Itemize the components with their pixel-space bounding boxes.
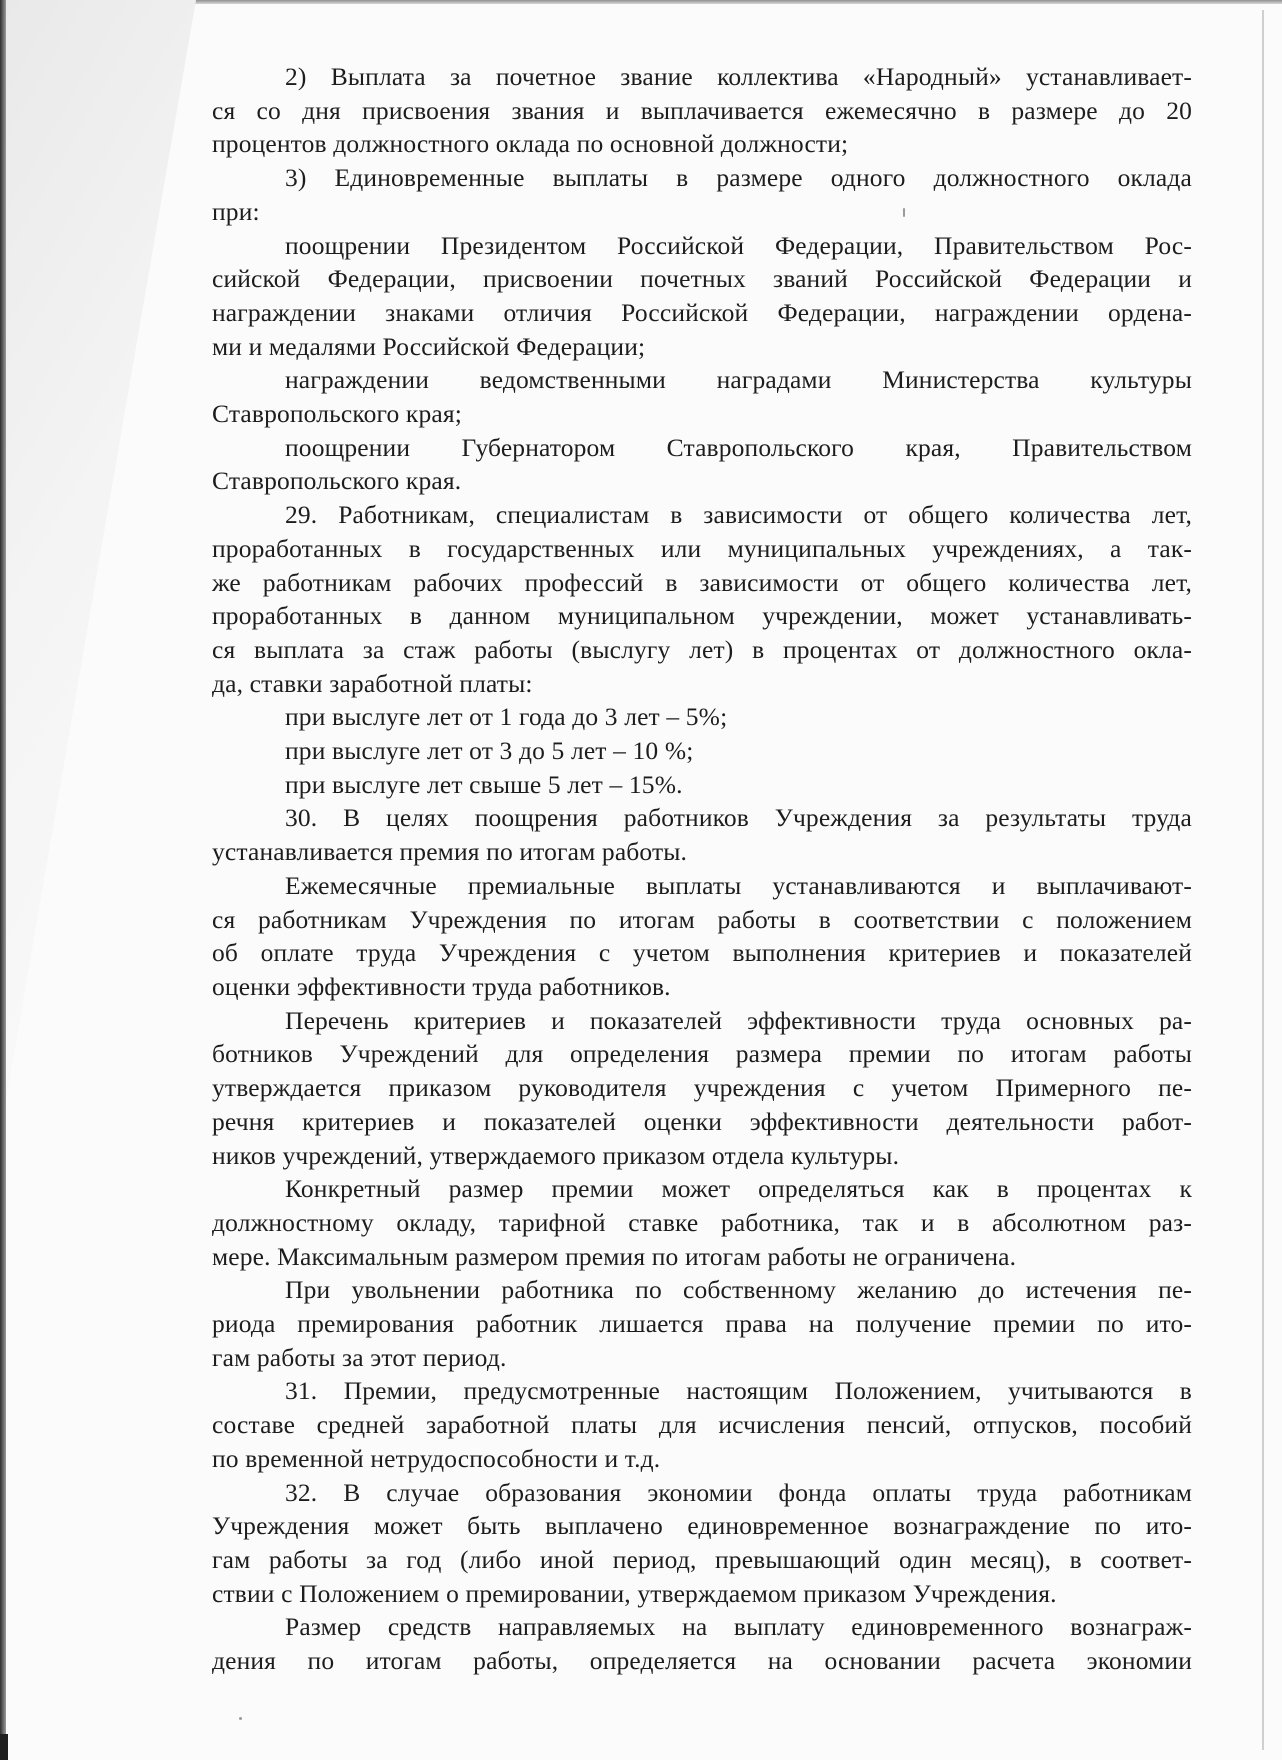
scan-right-edge (1262, 10, 1264, 1750)
page-fold-shadow (6, 0, 196, 1100)
document-line: должностному окладу, тарифной ставке работника, так и в абсолютном раз- (212, 1207, 1192, 1237)
document-line: же работникам рабочих профессий в зависимости от общего количества лет, (212, 567, 1192, 597)
document-line: устанавливается премия по итогам работы. (212, 837, 688, 867)
document-line: риода премирования работник лишается права на получение премии по ито- (212, 1309, 1192, 1339)
document-line: 32. В случае образования экономии фонда оплаты труда работникам (285, 1477, 1192, 1507)
document-line: ботников Учреждений для определения размера премии по итогам работы (212, 1039, 1192, 1069)
document-line: при выслуге лет свыше 5 лет – 15%. (285, 769, 683, 799)
document-line: Перечень критериев и показателей эффективности труда основных ра- (285, 1005, 1192, 1035)
document-line: ников учреждений, утверждаемого приказом отдела культуры. (212, 1140, 900, 1170)
document-line: 29. Работникам, специалистам в зависимости от общего количества лет, (285, 500, 1192, 530)
document-line: при выслуге лет от 3 до 5 лет – 10 %; (285, 736, 694, 766)
document-line: При увольнении работника по собственному желанию до истечения пе- (285, 1275, 1192, 1305)
document-line: проработанных в государственных или муниципальных учреждениях, а так- (212, 533, 1192, 563)
scan-top-edge (160, 0, 1282, 4)
document-line: при выслуге лет от 1 года до 3 лет – 5%; (285, 702, 728, 732)
document-line: ми и медалями Российской Федерации; (212, 331, 646, 361)
document-line: Конкретный размер премии может определяться как в процентах к (285, 1174, 1192, 1204)
document-line: Ежемесячные премиальные выплаты устанавливаются и выплачивают- (285, 870, 1192, 900)
document-line: 3) Единовременные выплаты в размере одного должностного оклада (285, 163, 1192, 193)
document-line: дения по итогам работы, определяется на основании расчета экономии (212, 1646, 1192, 1676)
document-line: гам работы за год (либо иной период, превышающий один месяц), в соответ- (212, 1544, 1192, 1574)
document-line: ся работникам Учреждения по итогам работы в соответствии с положением (212, 904, 1192, 934)
document-line: 31. Премии, предусмотренные настоящим Положением, учитываются в (285, 1376, 1192, 1406)
scan-corner-mark (0, 1734, 8, 1760)
document-line: об оплате труда Учреждения с учетом выполнения критериев и показателей (212, 938, 1192, 968)
document-line: проработанных в данном муниципальном учреждении, может устанавливать- (212, 601, 1192, 631)
document-line: да, ставки заработной платы: (212, 668, 533, 698)
document-line: утверждается приказом руководителя учреждения с учетом Примерного пе- (212, 1073, 1192, 1103)
document-body-text (212, 60, 1192, 1678)
document-line: составе средней заработной платы для исчисления пенсий, отпусков, пособий (212, 1410, 1192, 1440)
scan-left-edge (0, 0, 6, 1760)
document-line: оценки эффективности труда работников. (212, 971, 671, 1001)
document-line: мере. Максимальным размером премия по итогам работы не ограничена. (212, 1241, 1017, 1271)
document-line: поощрении Губернатором Ставропольского края, Правительством (285, 432, 1192, 462)
document-line: Учреждения может быть выплачено единовременное вознаграждение по ито- (212, 1511, 1192, 1541)
document-line: речня критериев и показателей оценки эффективности деятельности работ- (212, 1106, 1192, 1136)
document-line: ся выплата за стаж работы (выслугу лет) в процентах от должностного окла- (212, 634, 1192, 664)
document-line: при: (212, 196, 260, 226)
document-line: Ставропольского края. (212, 466, 462, 496)
document-line: награждении знаками отличия Российской Федерации, награждении ордена- (212, 297, 1192, 327)
scan-speck (239, 1717, 242, 1720)
document-line: поощрении Президентом Российской Федерации, Правительством Рос- (285, 230, 1192, 260)
document-line: ствии с Положением о премировании, утверждаемом приказом Учреждения. (212, 1578, 1057, 1608)
document-line: 2) Выплата за почетное звание коллектива «Народный» устанавливает- (285, 62, 1192, 91)
document-line: ся со дня присвоения звания и выплачивается ежемесячно в размере до 20 (212, 95, 1192, 125)
document-line: гам работы за этот период. (212, 1342, 507, 1372)
document-line: по временной нетрудоспособности и т.д. (212, 1443, 661, 1473)
document-line: сийской Федерации, присвоении почетных званий Российской Федерации и (212, 264, 1192, 294)
document-line: Ставропольского края; (212, 399, 462, 429)
document-line: процентов должностного оклада по основной должности; (212, 129, 849, 159)
document-line: награждении ведомственными наградами Министерства культуры (285, 365, 1192, 395)
document-line: Размер средств направляемых на выплату единовременного вознаграж- (285, 1612, 1192, 1642)
document-line: 30. В целях поощрения работников Учреждения за результаты труда (285, 803, 1192, 833)
